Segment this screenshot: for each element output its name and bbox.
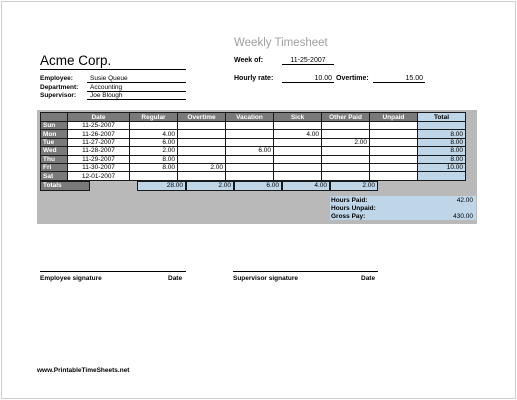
employee-field[interactable]: Susie Queue [87,75,186,83]
date-cell[interactable]: 11-29-2007 [68,155,130,163]
department-field[interactable]: Accounting [87,84,186,92]
employee-signature-line[interactable] [40,271,186,272]
date-cell[interactable]: 11-26-2007 [68,130,130,138]
employee-label: Employee: [40,75,73,82]
column-header-date: Date [68,113,130,122]
total-other-paid: 2.00 [330,181,378,191]
timesheet-table [40,112,466,181]
footer-url[interactable]: www.PrintableTimeSheets.net [37,367,130,374]
total-cell: 8.00 [418,155,466,163]
unpaid-hours-cell[interactable] [370,155,418,163]
sick-hours-cell[interactable] [274,163,322,171]
other-hours-cell[interactable] [322,130,370,138]
table-row [41,122,466,130]
unpaid-hours-cell[interactable] [370,172,418,180]
week-of-label: Week of: [234,57,264,64]
column-header-vacation: Vacation [226,113,274,122]
regular-hours-cell[interactable]: 8.00 [130,155,178,163]
unpaid-hours-cell[interactable] [370,147,418,155]
supervisor-signature-label: Supervisor signature [233,275,299,282]
column-header [41,113,68,122]
hourly-rate-label: Hourly rate: [234,75,274,82]
hourly-rate-field[interactable]: 10.00 [282,75,334,83]
date-cell[interactable]: 11-30-2007 [68,163,130,171]
overtime-hours-cell[interactable] [178,122,226,130]
sick-hours-cell[interactable] [274,172,322,180]
unpaid-hours-cell[interactable] [370,138,418,146]
other-hours-cell[interactable] [322,172,370,180]
gross-pay-value: 430.00 [453,213,473,220]
overtime-hours-cell[interactable]: 2.00 [178,163,226,171]
hours-paid-label: Hours Paid: [331,197,368,204]
document-title: Weekly Timesheet [234,37,328,49]
total-overtime: 2.00 [186,181,234,191]
overtime-rate-label: Overtime: [336,75,369,82]
day-cell: Thu [41,155,68,163]
total-cell [418,122,466,130]
other-hours-cell[interactable] [322,122,370,130]
totals-label: Totals [40,181,90,191]
supervisor-signature-line[interactable] [233,271,378,272]
day-cell: Sun [41,122,68,130]
table-row [41,155,466,163]
date-cell[interactable]: 12-01-2007 [68,172,130,180]
column-header-regular: Regular [130,113,178,122]
overtime-hours-cell[interactable] [178,147,226,155]
total-cell: 8.00 [418,138,466,146]
column-header-total: Total [418,113,466,122]
total-cell: 8.00 [418,130,466,138]
overtime-hours-cell[interactable] [178,138,226,146]
vacation-hours-cell[interactable] [226,155,274,163]
total-cell: 10.00 [418,163,466,171]
other-hours-cell[interactable]: 2.00 [322,138,370,146]
date-cell[interactable]: 11-27-2007 [68,138,130,146]
vacation-hours-cell[interactable] [226,172,274,180]
date-cell[interactable]: 11-25-2007 [68,122,130,130]
total-sick: 4.00 [282,181,330,191]
hours-unpaid-label: Hours Unpaid: [331,205,376,212]
regular-hours-cell[interactable] [130,172,178,180]
total-vacation: 6.00 [234,181,282,191]
column-header-unpaid: Unpaid [370,113,418,122]
overtime-hours-cell[interactable] [178,172,226,180]
table-header-row [41,113,466,122]
unpaid-hours-cell[interactable] [370,130,418,138]
supervisor-label: Supervisor: [40,92,77,99]
table-row [41,138,466,146]
unpaid-hours-cell[interactable] [370,122,418,130]
day-cell: Fri [41,163,68,171]
department-label: Department: [40,84,79,91]
sick-hours-cell[interactable] [274,155,322,163]
sick-hours-cell[interactable]: 4.00 [274,130,322,138]
total-cell: 8.00 [418,147,466,155]
date-cell[interactable]: 11-28-2007 [68,147,130,155]
column-header-sick: Sick [274,113,322,122]
column-header-other-paid: Other Paid [322,113,370,122]
day-cell: Tue [41,138,68,146]
vacation-hours-cell[interactable] [226,130,274,138]
regular-hours-cell[interactable]: 2.00 [130,147,178,155]
company-name[interactable]: Acme Corp. [40,53,186,70]
sick-hours-cell[interactable] [274,122,322,130]
supervisor-field[interactable]: Joe Blough [87,92,186,100]
table-row [41,172,466,180]
total-cell [418,172,466,180]
day-cell: Sat [41,172,68,180]
table-row [41,163,466,171]
employee-date-label: Date [168,275,183,282]
day-cell: Mon [41,130,68,138]
table-row [41,130,466,138]
total-regular: 28.00 [137,181,186,191]
regular-hours-cell[interactable]: 6.00 [130,138,178,146]
week-of-field[interactable]: 11-25-2007 [282,57,334,65]
hours-paid-value: 42.00 [456,197,473,204]
vacation-hours-cell[interactable]: 6.00 [226,147,274,155]
regular-hours-cell[interactable]: 8.00 [130,163,178,171]
other-hours-cell[interactable] [322,147,370,155]
other-hours-cell[interactable] [322,155,370,163]
regular-hours-cell[interactable] [130,122,178,130]
regular-hours-cell[interactable]: 4.00 [130,130,178,138]
vacation-hours-cell[interactable] [226,122,274,130]
employee-signature-label: Employee signature [40,275,102,282]
unpaid-hours-cell[interactable] [370,163,418,171]
day-cell: Wed [41,147,68,155]
gross-pay-label: Gross Pay: [331,213,366,220]
supervisor-date-label: Date [361,275,376,282]
table-row [41,147,466,155]
vacation-hours-cell[interactable] [226,138,274,146]
overtime-hours-cell[interactable] [178,130,226,138]
vacation-hours-cell[interactable] [226,163,274,171]
sick-hours-cell[interactable] [274,147,322,155]
overtime-rate-field[interactable]: 15.00 [373,75,425,83]
overtime-hours-cell[interactable] [178,155,226,163]
column-header-overtime: Overtime [178,113,226,122]
sick-hours-cell[interactable] [274,138,322,146]
other-hours-cell[interactable] [322,163,370,171]
